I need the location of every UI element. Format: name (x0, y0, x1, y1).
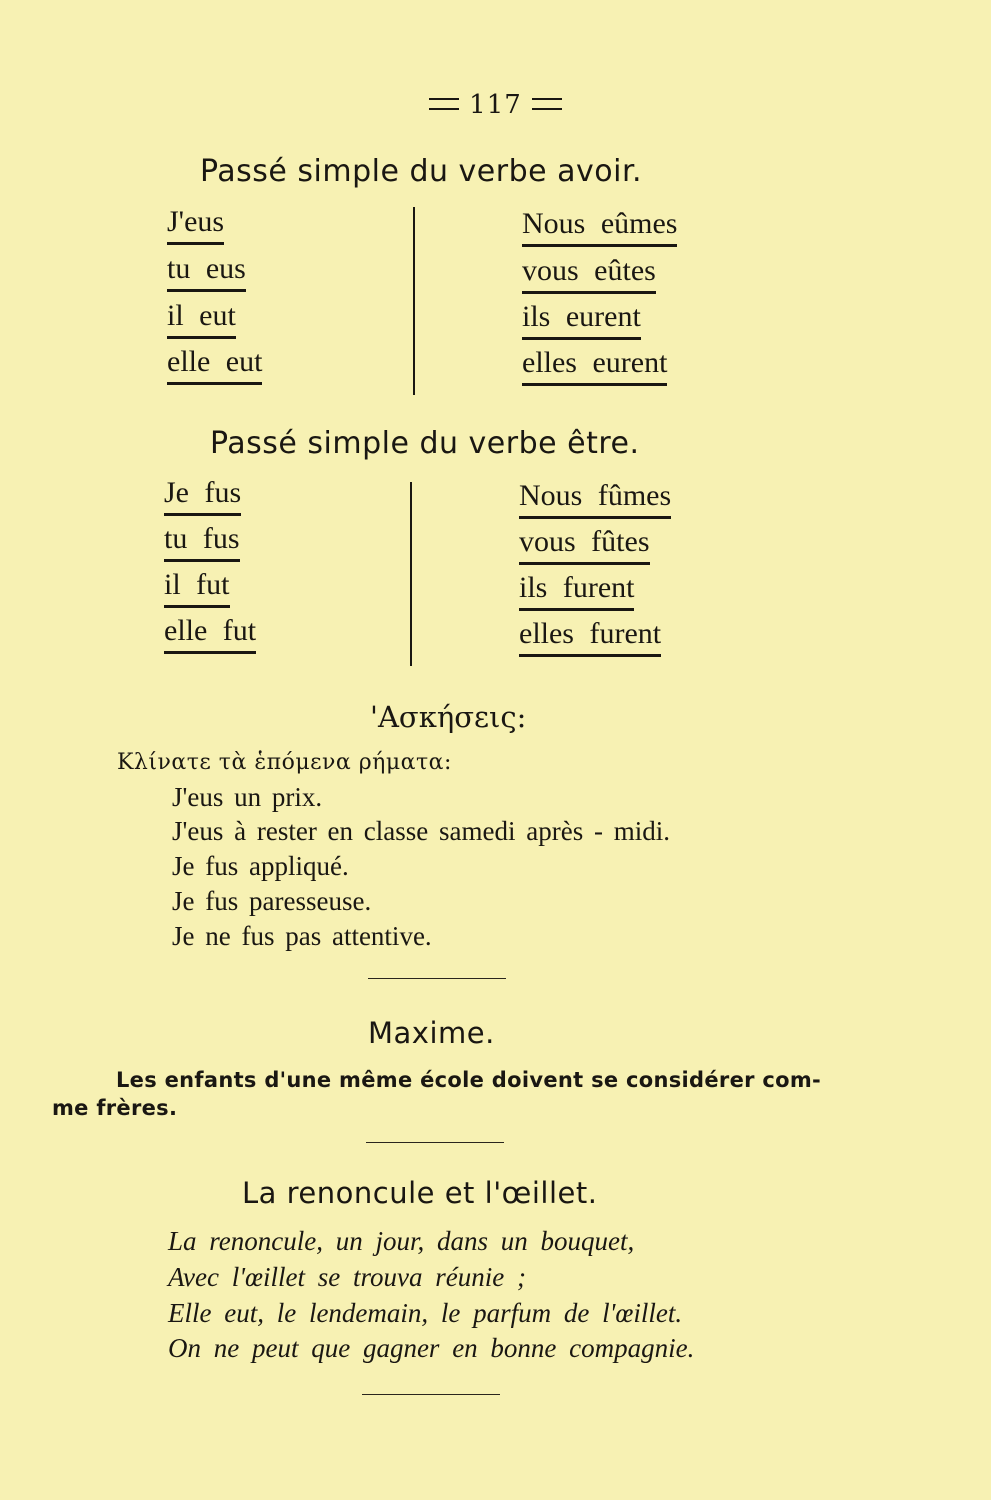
page-number-text: 117 (469, 90, 522, 120)
divider-1 (368, 978, 506, 979)
exercise-item-3: Je fus appliqué. (172, 851, 349, 881)
etre-right-2: vous fûtes (519, 525, 650, 565)
etre-right-4: elles furent (519, 617, 661, 657)
avoir-right-4: elles eurent (522, 346, 667, 386)
exercise-item-1: J'eus un prix. (172, 782, 323, 812)
maxim-heading: Maxime. (368, 1016, 495, 1050)
avoir-column-divider (413, 207, 415, 395)
etre-column-divider (410, 482, 412, 666)
divider-3 (362, 1394, 500, 1395)
poem-heading: La renoncule et l'œillet. (242, 1176, 598, 1210)
poem-line-3: Elle eut, le lendemain, le parfum de l'œillet. (168, 1298, 683, 1328)
exercises-heading: 'Ασκήσεις: (370, 700, 527, 734)
etre-right-1: Nous fûmes (519, 479, 671, 519)
divider-2 (366, 1142, 504, 1143)
etre-heading: Passé simple du verbe être. (210, 426, 640, 461)
etre-left-1: Je fus (164, 476, 241, 516)
poem-line-4: On ne peut que gagner en bonne compagnie. (168, 1333, 695, 1363)
avoir-left-3: il eut (167, 299, 236, 339)
poem-line-2: Avec l'œillet se trouva réunie ; (168, 1262, 526, 1292)
etre-left-4: elle fut (164, 614, 256, 654)
avoir-left-2: tu eus (167, 252, 246, 292)
exercise-item-2: J'eus à rester en classe samedi après - midi. (172, 816, 670, 846)
etre-right-3: ils furent (519, 571, 634, 611)
exercises-instruction: Κλίνατε τὰ ἑπόμενα ρήματα: (117, 750, 452, 775)
avoir-heading: Passé simple du verbe avoir. (200, 154, 643, 189)
etre-left-3: il fut (164, 568, 230, 608)
page-number-right-ornament (532, 98, 562, 110)
page-number-left-ornament (429, 98, 459, 110)
exercise-item-4: Je fus paresseuse. (172, 886, 372, 916)
etre-left-2: tu fus (164, 522, 240, 562)
maxim-line-2: me frères. (52, 1096, 178, 1120)
maxim-line-1: Les enfants d'une même école doivent se considérer com- (116, 1068, 822, 1092)
exercise-item-5: Je ne fus pas attentive. (172, 921, 432, 951)
avoir-left-1: J'eus (167, 205, 224, 245)
avoir-left-4: elle eut (167, 345, 262, 385)
avoir-right-1: Nous eûmes (522, 207, 677, 247)
avoir-right-2: vous eûtes (522, 254, 656, 294)
avoir-right-3: ils eurent (522, 300, 641, 340)
page-number (0, 90, 991, 120)
poem-line-1: La renoncule, un jour, dans un bouquet, (168, 1226, 635, 1256)
